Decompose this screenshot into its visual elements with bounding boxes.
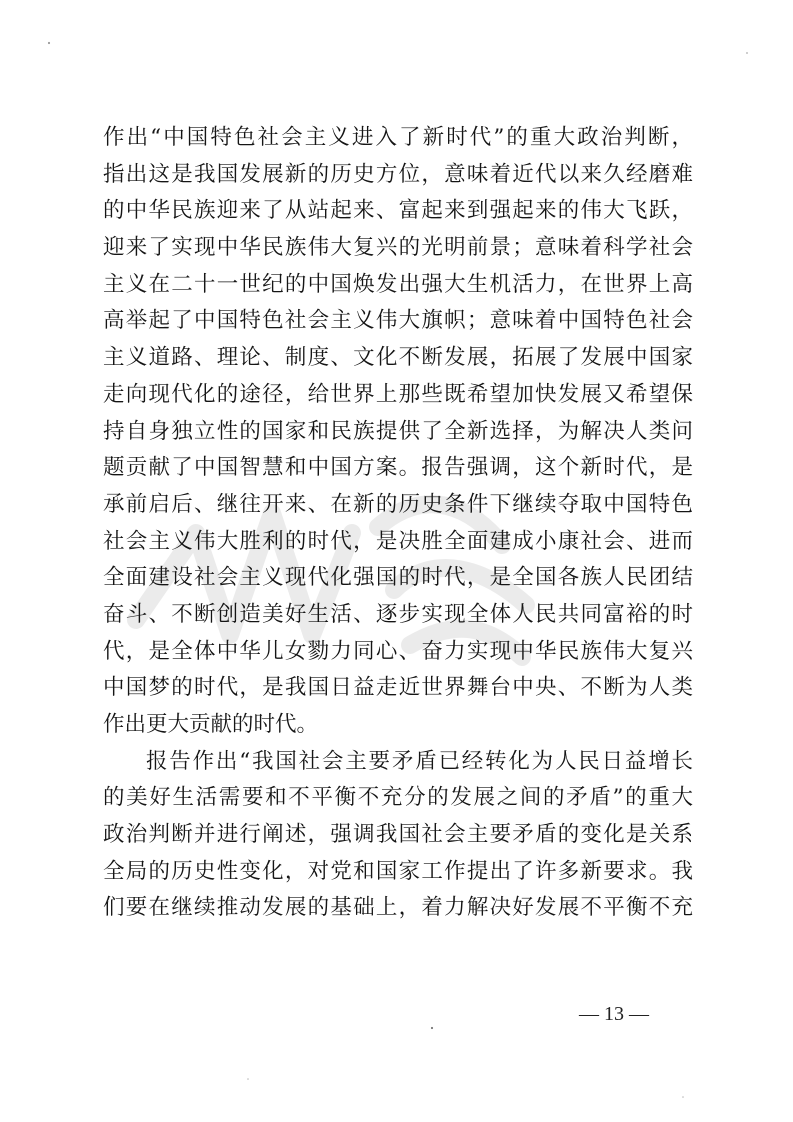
text-line-9: 持自身独立性的国家和民族提供了全新选择，为解决人类问: [103, 418, 693, 444]
text-line-21: 全局的历史性变化，对党和国家工作提出了许多新要求。我: [103, 858, 693, 884]
text-line-17: 作出更大贡献的时代。: [103, 712, 319, 737]
text-line-11: 承前启后、继往开来、在新的历史条件下继续夺取中国特色: [103, 491, 693, 517]
page-number: — 13 —: [579, 1003, 649, 1025]
text-line-14: 奋斗、不断创造美好生活、逐步实现全体人民共同富裕的时: [103, 601, 693, 627]
main-text-block: [103, 120, 693, 927]
text-line-12: 社会主义伟大胜利的时代，是决胜全面建成小康社会、进而: [103, 528, 693, 554]
text-line-5: 主义在二十一世纪的中国焕发出强大生机活力，在世界上高: [103, 271, 693, 297]
text-line-2: 指出这是我国发展新的历史方位，意味着近代以来久经磨难: [103, 161, 693, 187]
text-line-10: 题贡献了中国智慧和中国方案。报告强调，这个新时代，是: [103, 455, 693, 481]
text-line-6: 高举起了中国特色社会主义伟大旗帜；意味着中国特色社会: [103, 308, 693, 334]
text-line-8: 走向现代化的途径，给世界上那些既希望加快发展又希望保: [103, 381, 693, 407]
text-line-20: 政治判断并进行阐述，强调我国社会主要矛盾的变化是关系: [103, 822, 693, 848]
text-line-22: 们要在继续推动发展的基础上，着力解决好发展不平衡不充: [103, 895, 693, 921]
text-line-16: 中国梦的时代，是我国日益走近世界舞台中央、不断为人类: [103, 675, 693, 701]
text-line-7: 主义道路、理论、制度、文化不断发展，拓展了发展中国家: [103, 345, 693, 371]
text-line-15: 代，是全体中华儿女勠力同心、奋力实现中华民族伟大复兴: [103, 638, 693, 664]
text-line-13: 全面建设社会主义现代化强国的时代，是全国各族人民团结: [103, 565, 693, 591]
text-line-1: 作出“中国特色社会主义进入了新时代”的重大政治判断，: [103, 125, 693, 150]
text-line-3: 的中华民族迎来了从站起来、富起来到强起来的伟大飞跃，: [103, 198, 693, 224]
text-line-4: 迎来了实现中华民族伟大复兴的光明前景；意味着科学社会: [103, 235, 693, 261]
text-line-19: 的美好生活需要和不平衡不充分的发展之间的矛盾”的重大: [103, 785, 693, 811]
text-line-18: 报告作出“我国社会主要矛盾已经转化为人民日益增长: [146, 748, 693, 774]
